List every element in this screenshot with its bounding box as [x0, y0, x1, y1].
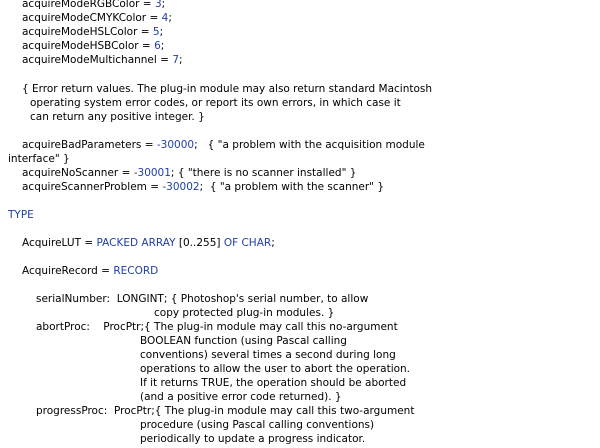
type-decl-record	[22, 265, 158, 278]
const-name: acquireModeHSLColor	[22, 26, 138, 38]
comment-line: If it returns TRUE, the operation should be aborted	[140, 377, 407, 389]
const-value: 6	[154, 40, 161, 52]
const-name: acquireModeMultichannel	[22, 54, 157, 66]
operator: =	[138, 40, 155, 52]
const-line-cmyk	[22, 12, 172, 25]
operator: =	[146, 181, 163, 193]
const-value: 7	[172, 54, 179, 66]
array-range: [0..255]	[175, 237, 224, 249]
comment-line: { Error return values. The plug-in module may also return standard Macintosh	[22, 83, 433, 95]
comment-line: operating system error codes, or report its own errors, in which case it	[30, 97, 401, 109]
const-line-no-scanner	[22, 167, 356, 180]
semicolon: ;	[194, 139, 198, 151]
field-name: serialNumber:	[36, 293, 111, 305]
inline-comment: ;{ The plug-in module may call this two-argument	[151, 405, 415, 417]
const-line-rgb	[22, 0, 165, 11]
operator: =	[137, 26, 153, 38]
semicolon: ;	[170, 167, 175, 179]
comment-line: operations to allow the user to abort the operation.	[140, 363, 411, 375]
operator: =	[141, 139, 157, 151]
field-type: ProcPtr	[113, 405, 152, 417]
const-name: acquireScannerProblem	[22, 181, 147, 193]
semicolon: ;	[161, 0, 166, 10]
const-value: 3	[154, 0, 162, 10]
const-name: acquireModeCMYKColor	[22, 12, 147, 24]
const-name: acquireModeRGBColor	[22, 0, 140, 10]
field-name: abortProc:	[36, 321, 90, 333]
field-abort-proc	[36, 321, 398, 334]
semicolon: ;	[160, 40, 165, 52]
inline-comment: { "there is no scanner installed" }	[177, 167, 357, 179]
const-line-multichannel	[22, 54, 183, 67]
operator: =	[156, 54, 173, 66]
semicolon: ;	[159, 26, 164, 38]
comment-line: periodically to update a progress indicator.	[140, 433, 366, 445]
semicolon: ;	[199, 181, 204, 193]
field-serial-number	[36, 293, 368, 306]
type-name: AcquireRecord	[22, 265, 98, 277]
const-value: -30001	[133, 167, 171, 179]
inline-comment: { "a problem with the acquisition module	[207, 139, 425, 151]
const-value: -30002	[162, 181, 200, 193]
field-type: ProcPtr	[103, 321, 141, 333]
const-value: 5	[152, 26, 160, 38]
operator: =	[97, 265, 114, 277]
comment-line: can return any positive integer. }	[30, 111, 205, 123]
type-keyword: TYPE	[8, 209, 34, 221]
const-line-bad-parameters	[22, 139, 425, 152]
operator: =	[80, 237, 97, 249]
comment-line: conventions) several times a second during long	[140, 349, 396, 361]
field-name: progressProc:	[36, 405, 108, 417]
inline-comment: { "a problem with the scanner" }	[209, 181, 385, 193]
inline-comment: ;{ The plug-in module may call this no-argument	[140, 321, 398, 333]
type-name: AcquireLUT	[22, 237, 81, 249]
comment-line: procedure (using Pascal calling conventions)	[140, 419, 375, 431]
inline-comment: ; { Photoshop's serial number, to allow	[163, 293, 369, 305]
const-line-hsl	[22, 26, 163, 39]
const-line-hsb	[22, 40, 164, 53]
semicolon: ;	[271, 237, 275, 249]
operator: =	[118, 167, 134, 179]
operator: =	[146, 12, 162, 24]
comment-line: copy protected plug-in modules. }	[154, 307, 335, 319]
const-value: 4	[161, 12, 169, 24]
semicolon: ;	[168, 12, 172, 24]
semicolon: ;	[179, 54, 183, 66]
const-name: acquireNoScanner	[22, 167, 119, 179]
comment-continuation: interface" }	[8, 153, 70, 165]
keyword: PACKED ARRAY	[96, 237, 176, 249]
keyword: OF	[223, 237, 239, 249]
keyword: CHAR	[241, 237, 272, 249]
const-line-scanner-problem	[22, 181, 384, 194]
type-decl-lut	[22, 237, 275, 250]
comment-line: (and a positive error code returned). }	[140, 391, 342, 403]
operator: =	[139, 0, 155, 10]
comment-line: BOOLEAN function (using Pascal calling	[140, 335, 347, 347]
const-name: acquireModeHSBColor	[22, 40, 139, 52]
field-type: LONGINT	[116, 293, 164, 305]
keyword: RECORD	[113, 265, 159, 277]
const-value: -30000	[156, 139, 195, 151]
field-progress-proc	[36, 405, 414, 418]
const-name: acquireBadParameters	[22, 139, 142, 151]
